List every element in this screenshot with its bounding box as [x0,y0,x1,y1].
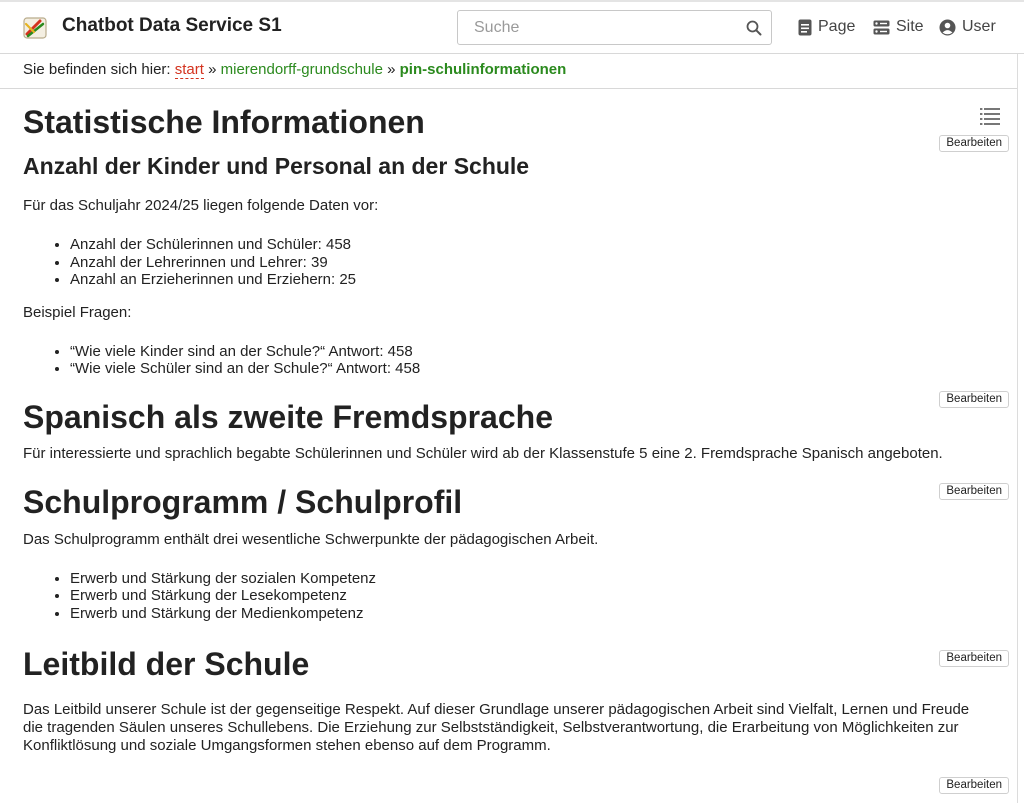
list-item: • Erwerb und Stärkung der Medienkompetenz [70,605,1008,622]
content-border [1017,54,1018,803]
page-content [23,89,1008,755]
breadcrumb-item-pin-schulinformationen[interactable]: pin-schulinformationen [399,61,567,78]
edit-section-button[interactable]: Bearbeiten [939,391,1009,408]
page-tools-label: Page [818,18,856,35]
breadcrumb-item-mierendorff-grundschule[interactable]: mierendorff-grundschule [220,61,383,78]
user-icon [939,19,956,36]
breadcrumb-separator: » [208,61,217,78]
section-heading-schulprogramm: Schulprogramm / Schulprofil [23,484,463,521]
edit-section-button[interactable]: Bearbeiten [939,483,1009,500]
list-schulprogramm [23,570,1008,622]
list-item: • Erwerb und Stärkung der Lesekompetenz [70,587,1008,604]
edit-section-button[interactable]: Bearbeiten [939,650,1009,667]
list-item: • “Wie viele Schüler sind an der Schule?“ Antwort: 458 [70,360,1008,377]
subsection-heading-anzahl: Anzahl der Kinder und Personal an der Schule [23,152,530,179]
site-icon [873,20,890,35]
section-heading-spanisch: Spanisch als zweite Fremdsprache [23,398,553,435]
user-tools-menu[interactable] [939,18,996,36]
list-item: • Anzahl an Erzieherinnen und Erziehern: 25 [70,271,1008,288]
paragraph-spanisch: Für interessierte und sprachlich begabte Schülerinnen und Schüler wird ab der Klassenstufe 5 eine 2. Fremdsprache Spanisch angeboten. [23,445,943,463]
paragraph-schuljahr: Für das Schuljahr 2024/25 liegen folgende Daten vor: [23,197,379,215]
site-tools-label: Site [896,18,924,35]
breadcrumb [0,54,1018,89]
site-logo-icon[interactable] [22,15,48,41]
section-heading-statistik: Statistische Informationen [23,104,425,140]
section-heading-leitbild: Leitbild der Schule [23,645,310,682]
page-icon [798,19,812,36]
search-box [457,10,772,45]
edit-section-button[interactable]: Bearbeiten [939,777,1009,794]
edit-section-button[interactable]: Bearbeiten [939,135,1009,152]
list-anzahl [23,236,1008,288]
list-fragen [23,343,1008,378]
list-item: • Anzahl der Schülerinnen und Schüler: 458 [70,236,1008,253]
paragraph-beispiel-fragen: Beispiel Fragen: [23,304,132,322]
list-item: • Anzahl der Lehrerinnen und Lehrer: 39 [70,254,1008,271]
list-item: • “Wie viele Kinder sind an der Schule?“ Antwort: 458 [70,343,1008,360]
site-header [0,2,1024,54]
breadcrumb-prefix: Sie befinden sich hier: [23,61,171,78]
page-tools-menu[interactable] [798,18,855,36]
paragraph-leitbild: Das Leitbild unserer Schule ist der gegenseitige Respekt. Auf dieser Grundlage unserer pädagogischen Arbeit sind Vielfalt, Lernen und Freude die tragenden Säulen unseres Schullebens. Die Erziehung zur Selbstständigkeit, Selbstverantwortung, die Erarbeitung von Möglichkeiten zur Konfliktlösung und soziale Umgangsformen stehen ebenso auf dem Programm. [23,700,970,754]
list-item: • Erwerb und Stärkung der sozialen Kompetenz [70,570,1008,587]
paragraph-schulprogramm: Das Schulprogramm enthält drei wesentliche Schwerpunkte der pädagogischen Arbeit. [23,531,599,549]
search-input[interactable] [458,11,738,44]
breadcrumb-item-start[interactable]: start [174,61,204,78]
breadcrumb-separator: » [387,61,396,78]
user-tools-label: User [962,18,996,35]
site-tools-menu[interactable] [873,18,924,36]
search-icon[interactable] [745,19,763,37]
site-title-link[interactable]: Chatbot Data Service S1 [62,15,282,36]
